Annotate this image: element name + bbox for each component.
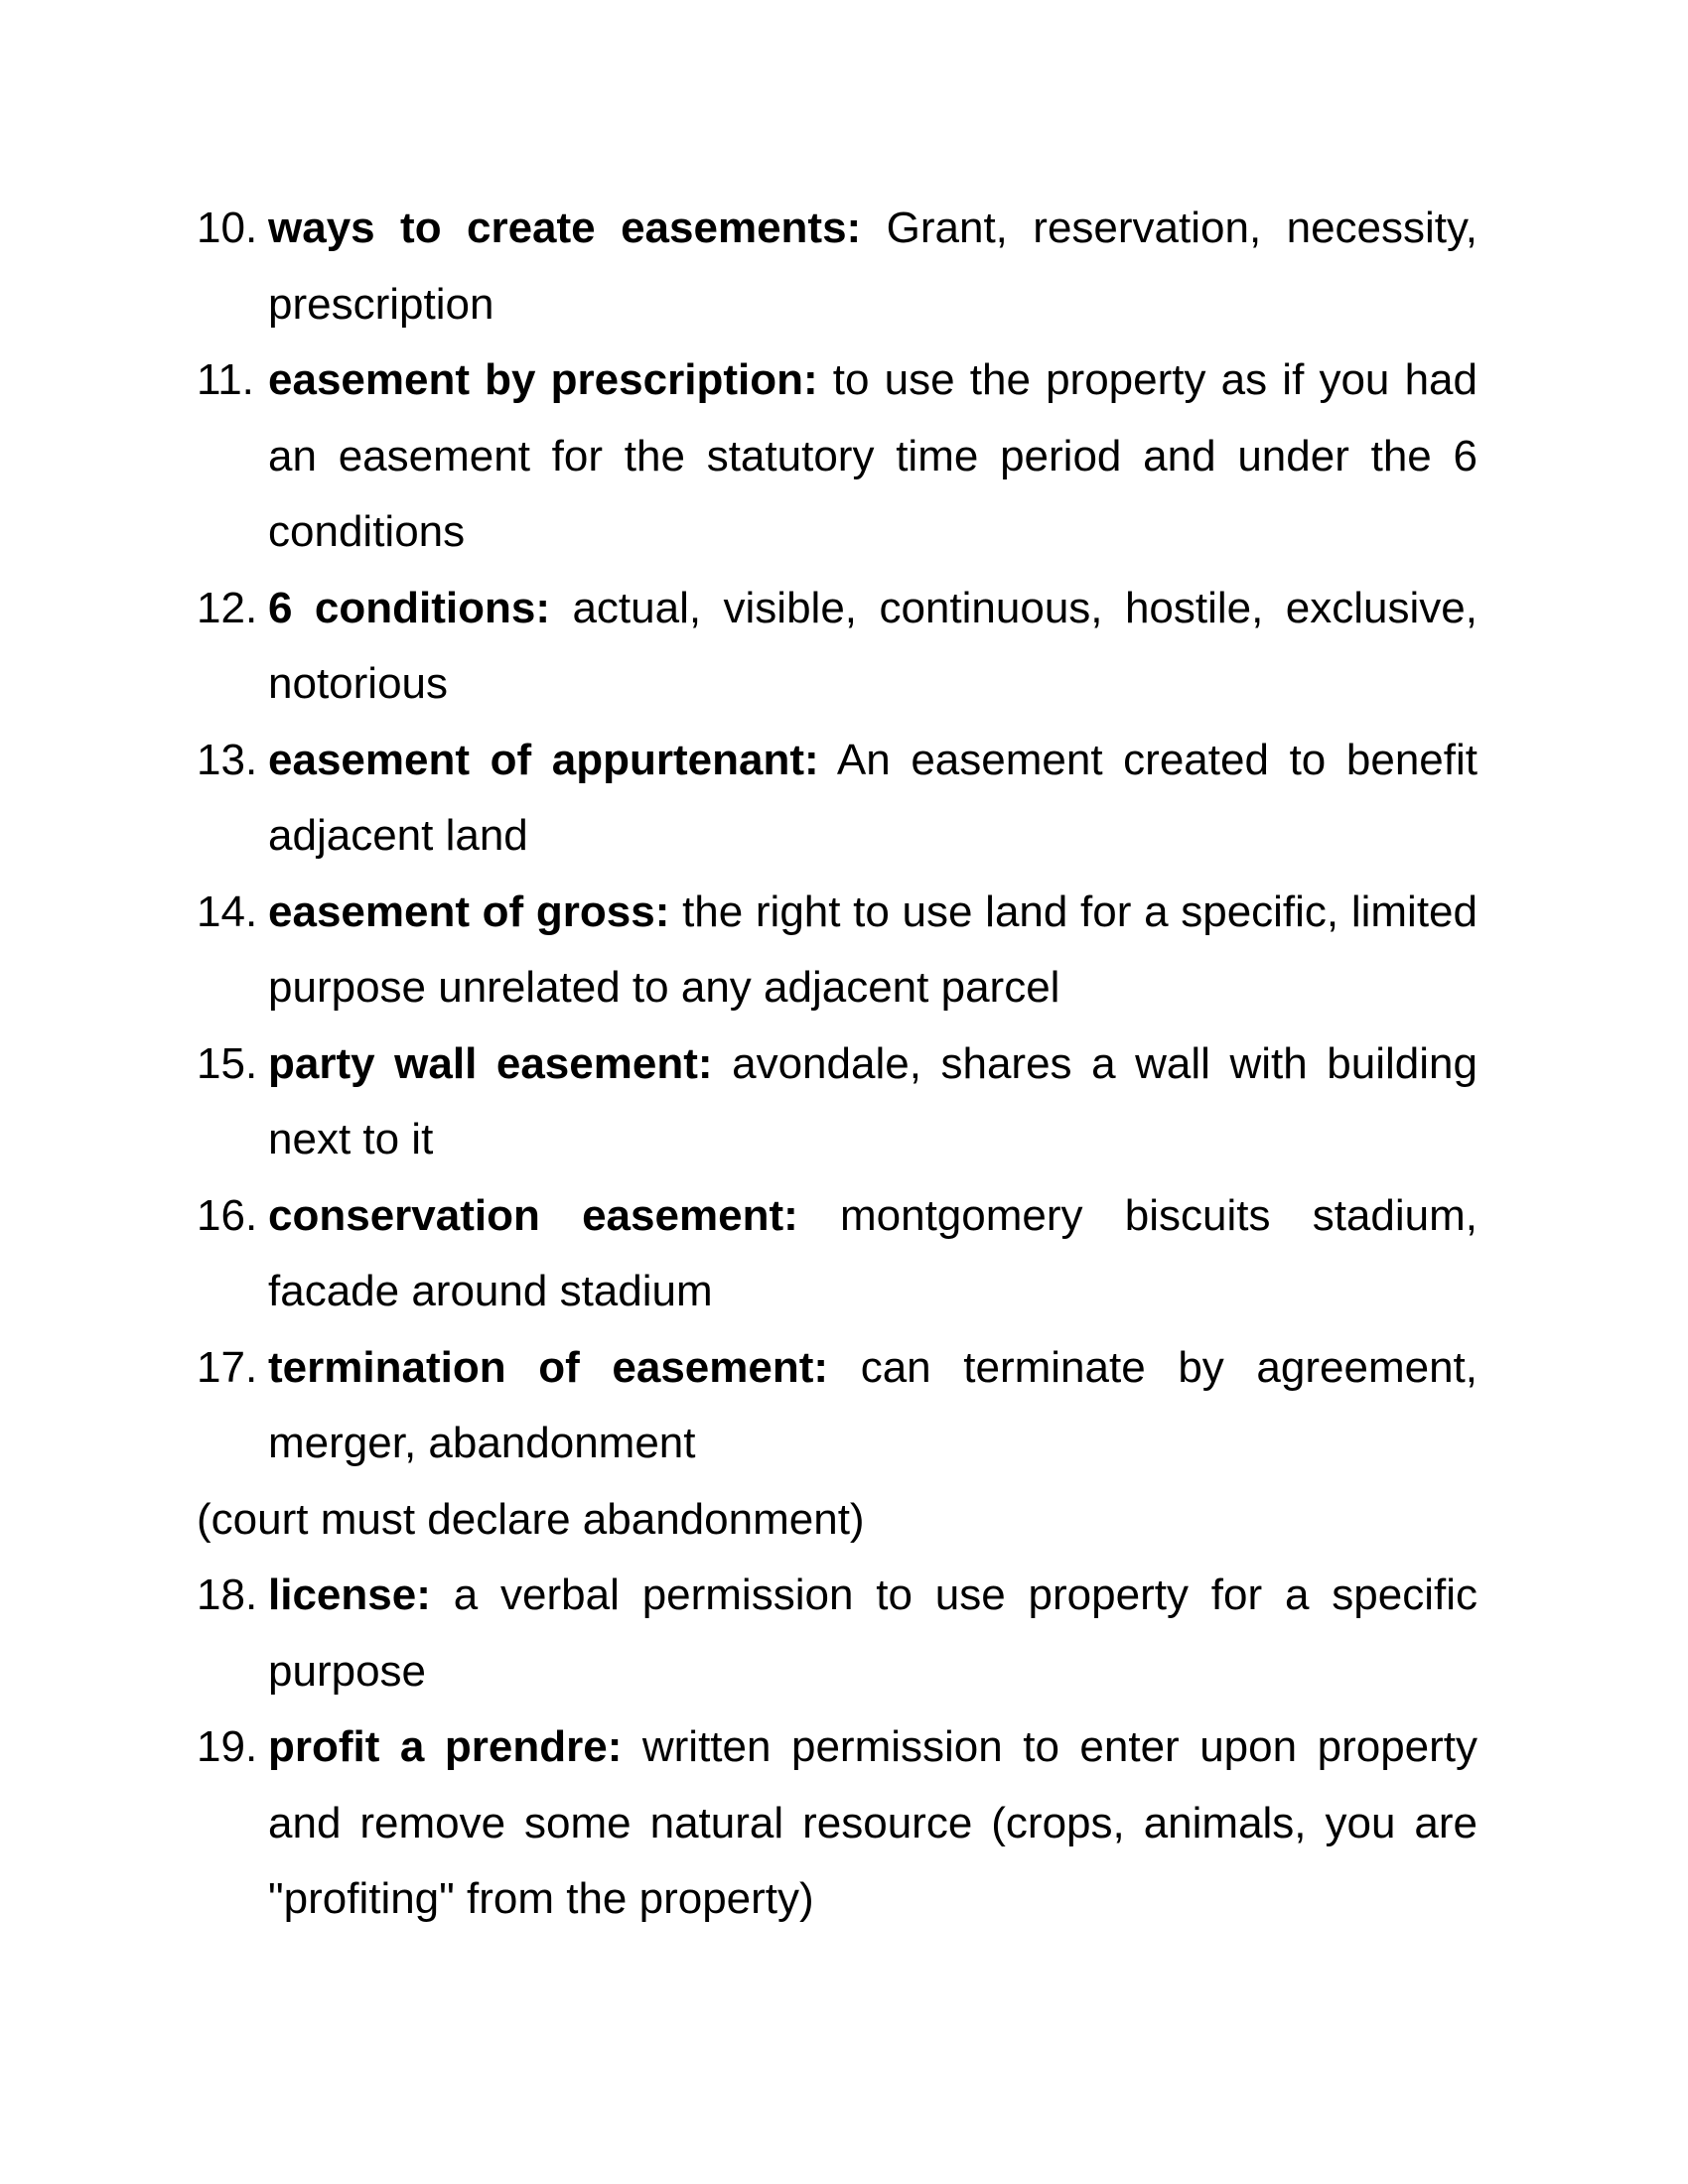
item-number: 18. [197,1570,258,1619]
item-number: 10. [197,204,258,252]
item-number: 19. [197,1722,258,1771]
list-item [197,1709,1477,1938]
item-definition: avondale, shares a wall with building next to it [268,1038,1477,1163]
item-definition: Grant, reservation, necessity, prescription [268,204,1477,329]
list-item [197,571,1477,723]
item-definition: An easement created to benefit adjacent land [268,735,1477,860]
item-definition: the right to use land for a specific, limited purpose unrelated to any adjacent parcel [268,887,1477,1012]
item-definition: to use the property as if you had an easement for the statutory time period and under the 6 conditions [268,355,1477,556]
list-item [197,342,1477,571]
list-item [197,1558,1477,1709]
list-item [197,1178,1477,1330]
item-term: termination of easement: [268,1342,829,1392]
list-item [197,723,1477,875]
list-item [197,875,1477,1026]
item-term: party wall easement: [268,1038,713,1088]
item-number: 11. [197,355,254,404]
list-item [197,1026,1477,1178]
item-term: easement of appurtenant: [268,735,819,784]
definition-list [197,191,1477,1938]
item-number: 12. [197,583,258,632]
item-number: 13. [197,735,258,784]
item-number: 15. [197,1038,258,1088]
item-term: easement by prescription: [268,355,818,404]
item-term: 6 conditions: [268,583,550,632]
list-item [197,191,1477,342]
item-term: conservation easement: [268,1190,798,1240]
item-definition: actual, visible, continuous, hostile, exclusive, notorious [268,583,1477,708]
item-term: easement of gross: [268,887,670,936]
item-definition: written permission to enter upon property and remove some natural resource (crops, animals, you are "profiting" from the property) [268,1722,1478,1923]
item-number: 17. [197,1342,258,1392]
item-term: profit a prendre: [268,1722,623,1771]
item-number: 14. [197,887,258,936]
item-definition: a verbal permission to use property for a specific purpose [268,1570,1477,1696]
item-term: ways to create easements: [268,204,862,252]
item-definition: montgomery biscuits stadium, facade around stadium [268,1190,1477,1315]
item-definition: can terminate by agreement, merger, abandonment [268,1342,1477,1467]
item-number: 16. [197,1190,258,1240]
item-term: license: [268,1570,431,1619]
list-item [197,1330,1477,1482]
abandonment-note: (court must declare abandonment) [197,1494,865,1544]
